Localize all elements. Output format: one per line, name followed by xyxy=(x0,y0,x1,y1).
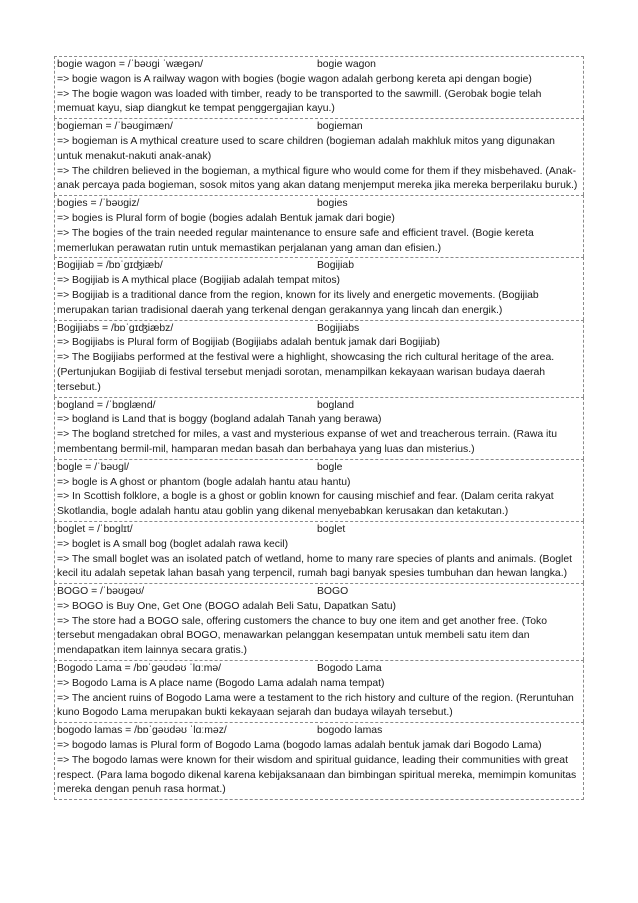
definition: => Bogijiabs is Plural form of Bogijiab (Bogijiabs adalah bentuk jamak dari Bogijiab) xyxy=(57,337,440,349)
entry-headline xyxy=(57,399,581,414)
dictionary-entry xyxy=(54,660,584,722)
entry-headline xyxy=(57,120,581,135)
definition: => bogle is A ghost or phantom (bogle adalah hantu atau hantu) xyxy=(57,476,351,488)
entry-headline xyxy=(57,585,581,600)
example: => The store had a BOGO sale, offering customers the chance to buy one item and get another free. (Toko tersebut mengadakan obral BOGO, menawarkan pelanggan kesempatan untuk membeli satu item dan mendapatkan item lainnya secara gratis.) xyxy=(57,615,547,657)
pronunciation: Bogijiabs = /bɒˈgɪʤiæbz/ xyxy=(57,322,174,334)
example: => The small boglet was an isolated patch of wetland, home to many rare species of plants and animals. (Boglet kecil itu adalah sepetak lahan basah yang terpencil, rumah bagi banyak spesies tumbuhan dan hewan langka.) xyxy=(57,553,573,580)
dictionary-entry xyxy=(54,583,584,660)
definition: => bogies is Plural form of bogie (bogies adalah Bentuk jamak dari bogie) xyxy=(57,212,395,224)
headword: bogland xyxy=(317,399,354,411)
example: => The children believed in the bogieman, a mythical figure who would come for them if they misbehaved. (Anak-anak percaya pada bogieman, sosok mitos yang akan datang menjemput mereka jika mereka berperilaku buruk.) xyxy=(57,165,578,192)
dictionary-entry xyxy=(54,257,584,319)
headword: Bogijiab xyxy=(317,260,354,272)
pronunciation: bogies = /ˈbəʊgiz/ xyxy=(57,198,140,210)
pronunciation: boglet = /ˈbɒglɪt/ xyxy=(57,523,133,535)
pronunciation: bogieman = /ˈbəʊgimæn/ xyxy=(57,121,173,133)
definition: => bogland is Land that is boggy (bogland adalah Tanah yang berawa) xyxy=(57,414,382,426)
example: => Bogijiab is a traditional dance from the region, known for its lively and energetic movements. (Bogijiab merupakan tarian tradisional daerah yang terkenal dengan gerakannya yang lincah dan energik.) xyxy=(57,289,539,316)
headword: BOGO xyxy=(317,586,349,598)
example: => The bogie wagon was loaded with timber, ready to be transported to the sawmill. (Gerobak bogie telah memuat kayu, siap diangkut ke tempat penggergajian kayu.) xyxy=(57,88,542,115)
example: => The ancient ruins of Bogodo Lama were a testament to the rich history and culture of the region. (Reruntuhan kuno Bogodo Lama merupakan bukti kekayaan sejarah dan budaya wilayah tersebut.) xyxy=(57,692,574,719)
example: => The bogodo lamas were known for their wisdom and spiritual guidance, leading their communities with great respect. (Para lama bogodo dikenal karena kebijaksanaan dan bimbingan spiritual mereka, memimpin komunitas mereka dengan penuh rasa hormat.) xyxy=(57,754,577,796)
headword: bogie wagon xyxy=(317,59,376,70)
pronunciation: bogodo lamas = /bɒˈgəʊdəʊ ˈlɑːməz/ xyxy=(57,725,227,737)
pronunciation: bogle = /ˈbəʊgl/ xyxy=(57,461,130,473)
dictionary-entry xyxy=(54,118,584,195)
example: => The bogies of the train needed regular maintenance to ensure safe and efficient travel. (Bogie kereta memerlukan perawatan rutin untuk memastikan perjalanan yang aman dan efisien.) xyxy=(57,227,534,254)
entry-headline xyxy=(57,662,581,677)
dictionary-entry xyxy=(54,722,584,800)
definition: => BOGO is Buy One, Get One (BOGO adalah Beli Satu, Dapatkan Satu) xyxy=(57,600,397,612)
headword: Bogodo Lama xyxy=(317,663,382,675)
definition: => bogodo lamas is Plural form of Bogodo Lama (bogodo lamas adalah bentuk jamak dari Bogodo Lama) xyxy=(57,740,542,752)
dictionary-entry xyxy=(54,521,584,583)
dictionary-entry xyxy=(54,56,584,118)
entry-headline xyxy=(57,523,581,538)
example: => In Scottish folklore, a bogle is a ghost or goblin known for causing mischief and fear. (Dalam cerita rakyat Skotlandia, bogle adalah hantu atau goblin yang dikenal menyebabkan kerusakan dan ketakutan.) xyxy=(57,491,554,518)
definition: => Bogodo Lama is A place name (Bogodo Lama adalah nama tempat) xyxy=(57,677,385,689)
dictionary-entry xyxy=(54,195,584,257)
pronunciation: bogie wagon = /ˈbəʊgi ˈwægən/ xyxy=(57,59,203,70)
pronunciation: Bogodo Lama = /bɒˈgəʊdəʊ ˈlɑːmə/ xyxy=(57,663,222,675)
dictionary-page xyxy=(54,56,584,800)
definition: => bogieman is A mythical creature used to scare children (bogieman adalah makhluk mitos yang digunakan untuk menakut-nakuti anak-anak) xyxy=(57,135,555,162)
headword: bogieman xyxy=(317,121,363,133)
entry-headline xyxy=(57,724,581,739)
pronunciation: Bogijiab = /bɒˈgɪʤiæb/ xyxy=(57,260,163,272)
headword: Bogijiabs xyxy=(317,322,360,334)
entry-headline xyxy=(57,461,581,476)
pronunciation: bogland = /ˈbɒglænd/ xyxy=(57,399,156,411)
entry-headline xyxy=(57,259,581,274)
definition: => boglet is A small bog (boglet adalah rawa kecil) xyxy=(57,538,289,550)
definition: => Bogijiab is A mythical place (Bogijiab adalah tempat mitos) xyxy=(57,275,341,287)
dictionary-entry xyxy=(54,459,584,521)
headword: boglet xyxy=(317,523,346,535)
example: => The bogland stretched for miles, a vast and mysterious expanse of wet and treacherous terrain. (Rawa itu membentang bermil-mil, hamparan medan basah dan berbahaya yang luas dan misterius.) xyxy=(57,429,557,455)
headword: bogies xyxy=(317,198,348,210)
entry-headline xyxy=(57,197,581,212)
dictionary-entry xyxy=(54,397,584,459)
headword: bogodo lamas xyxy=(317,725,383,737)
pronunciation: BOGO = /ˈbəʊgəʊ/ xyxy=(57,586,145,598)
dictionary-entry xyxy=(54,320,584,397)
definition: => bogie wagon is A railway wagon with bogies (bogie wagon adalah gerbong kereta api dengan bogie) xyxy=(57,73,532,85)
example: => The Bogijiabs performed at the festival were a highlight, showcasing the rich cultural heritage of the area. (Pertunjukan Bogijiab di festival tersebut menjadi sorotan, menampilkan kekayaan warisan budaya daerah tersebut.) xyxy=(57,352,555,393)
entry-headline xyxy=(57,322,581,337)
entry-headline xyxy=(57,58,581,73)
headword: bogle xyxy=(317,461,343,473)
